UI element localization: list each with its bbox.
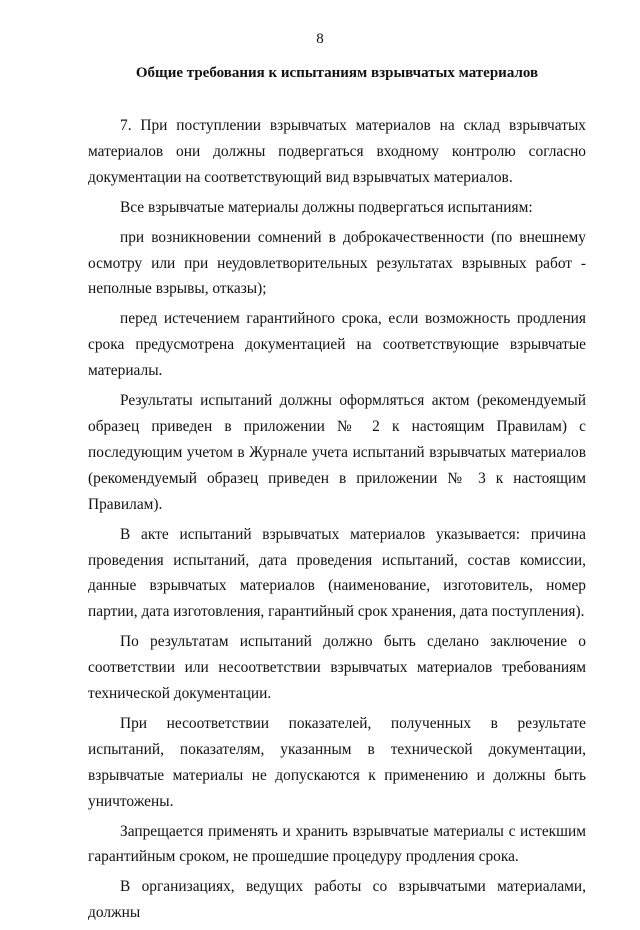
document-body [88, 113, 586, 930]
paragraph-act-contents: В акте испытаний взрывчатых материалов указывается: причина проведения испытаний, дата проведения испытаний, состав комиссии, данные взрывчатых материалов (наименование, изготовитель, номер партии, дата изготовления, гарантийный срок хранения, дата поступления). [88, 525, 586, 621]
paragraph-doubt-condition: при возникновении сомнений в доброкачественности (по внешнему осмотру или при неудовлетворительных результатах взрывных работ - неполные взрывы, отказы); [88, 228, 586, 298]
paragraph-conclusion: По результатам испытаний должно быть сделано заключение о соответствии или несоответствии взрывчатых материалов требованиям технической документации. [88, 633, 586, 703]
paragraph-nonconformity: При несоответствии показателей, полученных в результате испытаний, показателям, указанным в технической документации, взрывчатые материалы не допускаются к применению и должны быть уничтожены. [88, 714, 586, 810]
paragraph-test-results-act: Результаты испытаний должны оформляться актом (рекомендуемый образец приведен в приложении № 2 к настоящим Правилам) с последующим учетом в Журнале учета испытаний взрывчатых материалов (рекомендуемый образец приведен в приложении № 3 к настоящим Правилам). [88, 392, 586, 513]
page-number: 8 [316, 31, 324, 47]
section-heading: Общие требования к испытаниям взрывчатых материалов [135, 65, 539, 81]
paragraph-testing-required: Все взрывчатые материалы должны подвергаться испытаниям: [120, 198, 533, 216]
paragraph-expired-prohibition: Запрещается применять и хранить взрывчатые материалы с истекшим гарантийным сроком, не прошедшие процедуру продления срока. [88, 822, 586, 866]
paragraph-warranty-expiry: перед истечением гарантийного срока, если возможность продления срока предусмотрена документацией на соответствующие взрывчатые материалы. [88, 310, 586, 380]
paragraph-7-intake-control: 7. При поступлении взрывчатых материалов на склад взрывчатых материалов они должны подвергаться входному контролю согласно документации на соответствующий вид взрывчатых материалов. [88, 117, 586, 186]
paragraph-organizations: В организациях, ведущих работы со взрывчатыми материалами, должны [88, 878, 586, 922]
